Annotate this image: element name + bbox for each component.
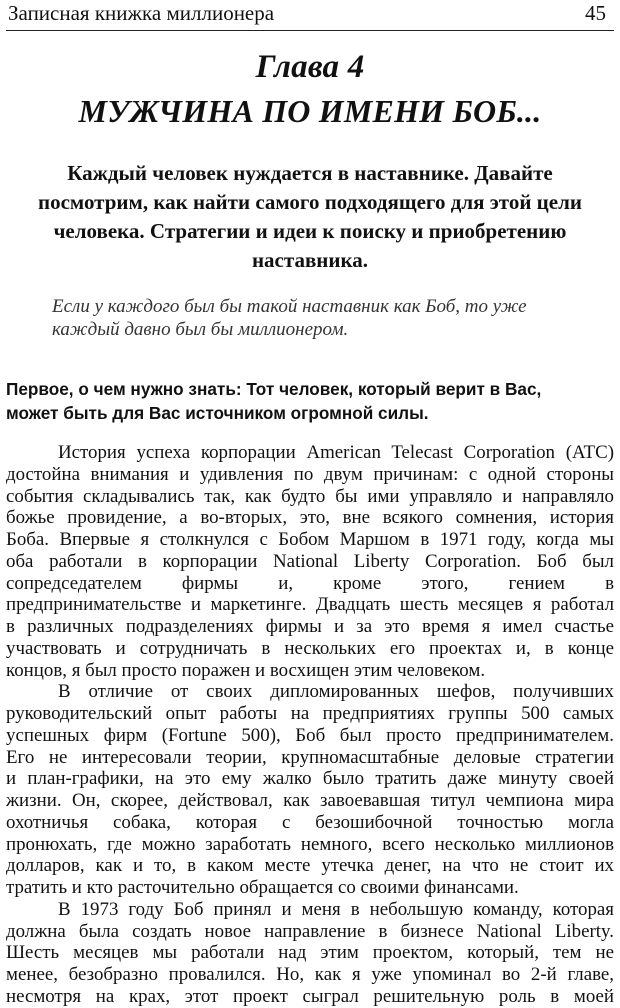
paragraph-line: Боба. Впервые я столкнулся с Бобом Маршом в 1971 году, когда мы	[6, 529, 614, 550]
paragraph-line: божье провидение, а во-вторых, это, вне всякого сомнения, история	[6, 507, 614, 529]
paragraph-line: несмотря на крах, этот проект сыграл решительную роль в моей	[6, 985, 614, 1007]
paragraph-line: Шесть месяцев мы работали над этим проектом, который, тем не	[6, 942, 614, 964]
chapter-lead	[24, 159, 596, 275]
paragraph-line: охотничья собака, которая с безошибочной точностью могла	[6, 811, 614, 833]
chapter-title: МУЖЧИНА ПО ИМЕНИ БОБ...	[78, 93, 542, 129]
paragraph-line: В отличие от своих дипломированных шефов, получивших	[58, 681, 614, 703]
paragraph-line: достойна внимания и удивления по двум причинам: с одной стороны	[6, 463, 614, 485]
paragraph-line: предпринимательстве и маркетинге. Двадцать шесть месяцев я работал	[6, 594, 614, 616]
section-heading	[6, 377, 614, 425]
paragraph-line: сопредседателем фирмы и, кроме этого, гением в	[6, 572, 614, 594]
epigraph	[52, 295, 574, 341]
paragraph	[6, 681, 614, 899]
running-header	[6, 0, 614, 31]
paragraph-line: пронюхать, где можно заработать немного, всего несколько миллионов	[6, 833, 614, 855]
paragraph-line: менее, безобразно провалился. Но, как я уже упоминал во 2-й главе,	[6, 964, 614, 985]
chapter-heading	[6, 45, 614, 133]
section-heading-line: может быть для Вас источником огромной силы.	[6, 403, 429, 423]
paragraph-line: История успеха корпорации American Telecast Corporation (ATC)	[58, 442, 614, 463]
paragraph	[6, 442, 614, 681]
paragraph-line: концов, я был просто поражен и восхищен этим человеком.	[6, 659, 486, 681]
lead-line: Каждый человек нуждается в наставнике. Давайте	[67, 161, 553, 185]
paragraph-line: в различных подразделениях фирмы и за это время я имел счастье	[6, 616, 614, 637]
paragraph-line: оба работали в корпорации National Liberty Corporation. Боб был	[6, 550, 614, 572]
paragraph-line: тратить и кто расточительно обращается со своими финансами.	[6, 877, 519, 898]
section-heading-line: Первое, о чем нужно знать: Тот человек, который верит в Вас,	[6, 379, 542, 399]
paragraph	[6, 899, 614, 1008]
paragraph-line: В 1973 году Боб принял и меня в небольшую команду, которая	[58, 898, 614, 920]
paragraph-line: долларов, как и то, в каком месте утечка денег, на что не стоит их	[6, 855, 614, 877]
epigraph-line: каждый давно был бы миллионером.	[52, 319, 349, 340]
paragraph-line: должна была создать новое направление в бизнесе National Liberty.	[6, 920, 614, 942]
lead-line: посмотрим, как найти самого подходящего для этой цели	[38, 190, 582, 214]
chapter-label: Глава 4	[255, 49, 365, 85]
body-text	[6, 442, 614, 1008]
paragraph-line: события складывались так, как будто бы ими управляло и направляло	[6, 485, 614, 507]
paragraph-line: жизни. Он, скорее, действовал, как завоевавшая титул чемпиона мира	[6, 790, 614, 811]
paragraph-line: успешных фирм (Fortune 500), Боб был просто предпринимателем.	[6, 724, 614, 746]
paragraph-line: Его не интересовали теории, крупномасштабные деловые стратегии	[6, 746, 614, 768]
lead-line: человека. Стратегии и идеи к поиску и приобретению	[53, 219, 567, 243]
page-number: 45	[585, 1, 606, 25]
lead-line: наставника.	[251, 248, 369, 272]
book-title: Записная книжка миллионера	[8, 1, 275, 25]
paragraph-line: и план-графики, на это ему жалко было тратить даже минуту своей	[6, 768, 614, 790]
epigraph-line: Если у каждого был бы такой наставник как Боб, то уже	[52, 296, 527, 317]
paragraph-line: руководительский опыт работы на предприятиях группы 500 самых	[6, 703, 614, 724]
paragraph-line: участвовать и сотрудничать в нескольких его проектах и, в конце	[6, 637, 614, 659]
